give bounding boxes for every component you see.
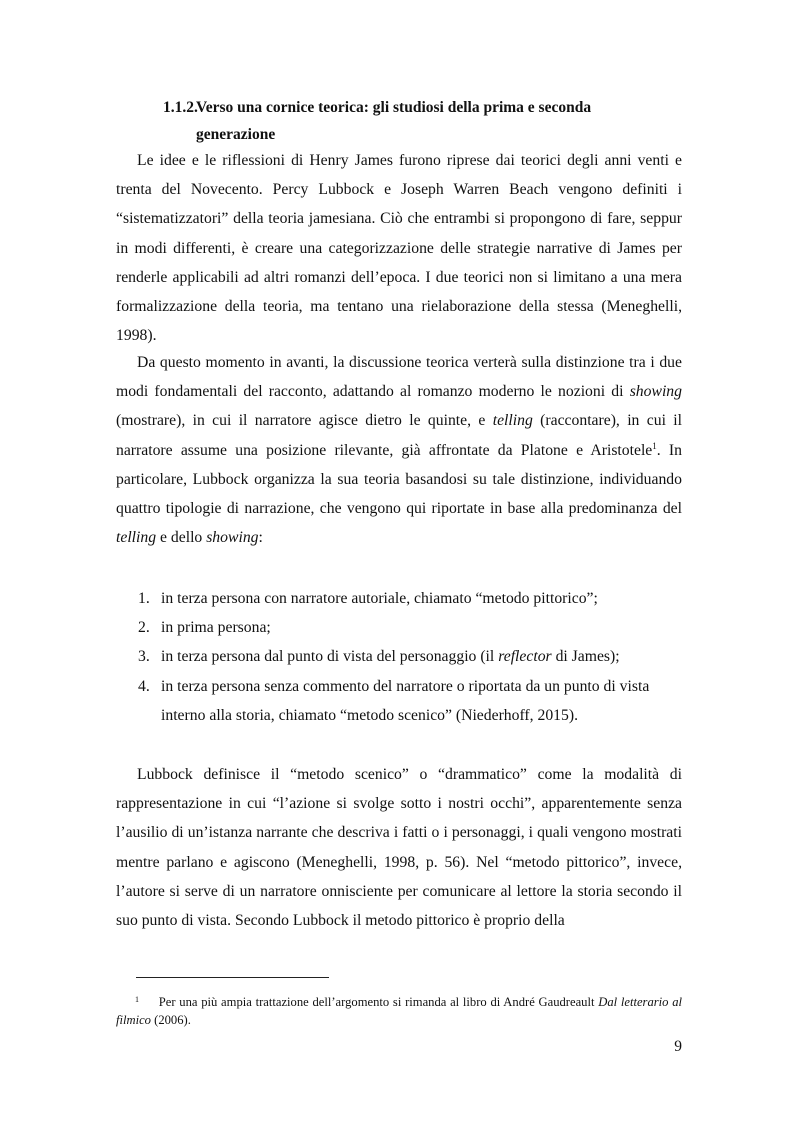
paragraph-2-text: : xyxy=(258,529,263,547)
section-heading xyxy=(163,94,683,148)
list-item-text: in terza persona dal punto di vista del personaggio (il xyxy=(161,648,499,666)
page-number: 9 xyxy=(674,1038,682,1055)
list-item xyxy=(116,672,682,730)
section-number: 1.1.2. xyxy=(163,99,198,116)
paragraph-1 xyxy=(116,146,682,350)
section-title-line2: generazione xyxy=(196,126,276,143)
term-showing: showing xyxy=(629,383,682,401)
list-item xyxy=(116,613,682,642)
list-marker: 4. xyxy=(138,677,150,695)
term-reflector: reflector xyxy=(498,648,552,666)
paragraph-2-text: (mostrare), in cui il narratore agisce dietro le quinte, e xyxy=(116,412,493,430)
paragraph-2-text: (raccontare), in cui il narratore assume una posizione rilevante, già affrontate da Platone e Aristotele xyxy=(116,412,682,459)
section-title-line1: Verso una cornice teorica: gli studiosi della prima e seconda xyxy=(196,99,592,116)
term-telling: telling xyxy=(116,529,157,547)
list-item-text: di James); xyxy=(551,648,620,666)
footnote-reference[interactable]: 1 xyxy=(652,440,657,451)
list-marker: 1. xyxy=(138,590,150,607)
paragraph-1-text: Le idee e le riflessioni di Henry James furono riprese dai teorici degli anni venti e trenta del Novecento. Percy Lubbock e Joseph Warren Beach vengono definiti i “sistematizzatori” della teoria jamesiana. Ciò che entrambi si propongono di fare, seppur in modi differenti, è creare una categorizzazione delle strategie narrative di James per renderle applicabili ad altri romanzi dell’epoca. I due teorici non si limitano a una mera formalizzazione della teoria, ma tentano una rielaborazione della stessa (Meneghelli, 1998). xyxy=(116,152,682,345)
list-item-text: in prima persona; xyxy=(161,619,271,637)
footnote-text-end: (2006). xyxy=(150,1013,191,1027)
list-item xyxy=(116,584,682,613)
list-item-text: in terza persona senza commento del narratore o riportata da un punto di vista interno alla storia, chiamato “metodo scenico” (Niederhoff, 2015). xyxy=(161,677,650,724)
footnote-separator xyxy=(136,977,329,978)
term-telling: telling xyxy=(492,412,533,430)
paragraph-2-text: e dello xyxy=(156,529,207,547)
footnote: 1 Per una più ampia trattazione dell’argomento si rimanda al libro di André Gaudreault Dal letterario al filmico (2006). xyxy=(116,995,682,1027)
paragraph-2-text: Da questo momento in avanti, la discussione teorica verterà sulla distinzione tra i due modi fondamentali del racconto, adattando al romanzo moderno le nozioni di xyxy=(116,354,682,401)
list-item xyxy=(116,642,682,671)
list-marker: 3. xyxy=(138,648,150,666)
paragraph-3 xyxy=(116,760,682,935)
paragraph-2 xyxy=(116,348,682,552)
footnote-book-title: Dal letterario al filmico xyxy=(116,995,682,1027)
paragraph-3-text: Lubbock definisce il “metodo scenico” o “drammatico” come la modalità di rappresentazione in cui “l’azione si svolge sotto i nostri occhi”, apparentemente senza l’ausilio di un’istanza narrante che descriva i fatti o i personaggi, i quali vengono mostrati mentre parlano e agiscono (Meneghelli, 1998, p. 56). Nel “metodo pittorico”, invece, l’autore si serve di un narratore onnisciente per comunicare al lettore la storia secondo il suo punto di vista. Secondo Lubbock il metodo pittorico è proprio della xyxy=(116,766,682,930)
list-item-text: in terza persona con narratore autoriale, chiamato “metodo pittorico”; xyxy=(161,590,598,607)
footnote-text: Per una più ampia trattazione dell’argomento si rimanda al libro di André Gaudreault xyxy=(158,995,599,1009)
paragraph-2-text: . In particolare, Lubbock organizza la sua teoria basandosi su tale distinzione, individuando quattro tipologie di narrazione, che vengono qui riportate in base alla predominanza del xyxy=(116,441,682,518)
term-showing: showing xyxy=(206,529,259,547)
list-marker: 2. xyxy=(138,619,150,637)
narration-types-list xyxy=(116,584,682,730)
